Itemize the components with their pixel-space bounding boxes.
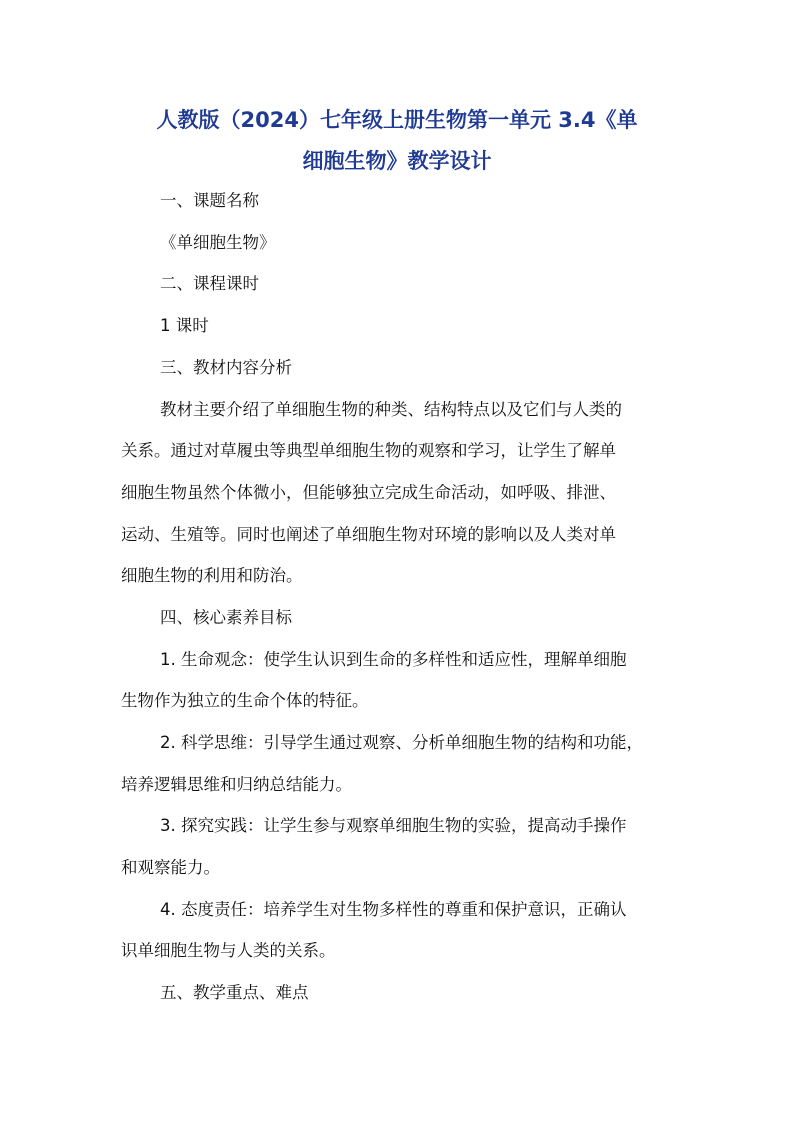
section-heading-core-goals: 四、核心素养目标: [160, 608, 292, 627]
paragraph-line: 1. 生命观念：使学生认识到生命的多样性和适应性，理解单细胞: [160, 650, 627, 669]
paragraph-line: 3. 探究实践：让学生参与观察单细胞生物的实验，提高动手操作: [160, 816, 627, 835]
paragraph-line: 4. 态度责任：培养学生对生物多样性的尊重和保护意识，正确认: [160, 900, 627, 919]
document-title-line-1: 人教版（2024）七年级上册生物第一单元 3.4《单: [156, 108, 638, 132]
paragraph-line: 运动、生殖等。同时也阐述了单细胞生物对环境的影响以及人类对单: [121, 525, 616, 544]
paragraph-line: 和观察能力。: [121, 858, 220, 877]
paragraph-line: 教材主要介绍了单细胞生物的种类、结构特点以及它们与人类的: [160, 400, 622, 419]
document-title-line-2: 细胞生物》教学设计: [302, 149, 492, 173]
section-heading-topic: 一、课题名称: [160, 191, 259, 210]
paragraph-line: 《单细胞生物》: [160, 233, 276, 252]
paragraph-line: 生物作为独立的生命个体的特征。: [121, 691, 369, 710]
paragraph-line: 识单细胞生物与人类的关系。: [121, 941, 336, 960]
paragraph-line: 培养逻辑思维和归纳总结能力。: [121, 775, 352, 794]
paragraph-line: 关系。通过对草履虫等典型单细胞生物的观察和学习，让学生了解单: [121, 441, 616, 460]
section-heading-hours: 二、课程课时: [160, 274, 259, 293]
paragraph-line: 细胞生物的利用和防治。: [121, 566, 303, 585]
paragraph-line: 1 课时: [160, 316, 209, 335]
section-heading-material-analysis: 三、教材内容分析: [160, 358, 292, 377]
paragraph-line: 细胞生物虽然个体微小，但能够独立完成生命活动，如呼吸、排泄、: [121, 483, 616, 502]
paragraph-line: 2. 科学思维：引导学生通过观察、分析单细胞生物的结构和功能，: [160, 733, 643, 752]
section-heading-key-points: 五、教学重点、难点: [160, 983, 309, 1002]
